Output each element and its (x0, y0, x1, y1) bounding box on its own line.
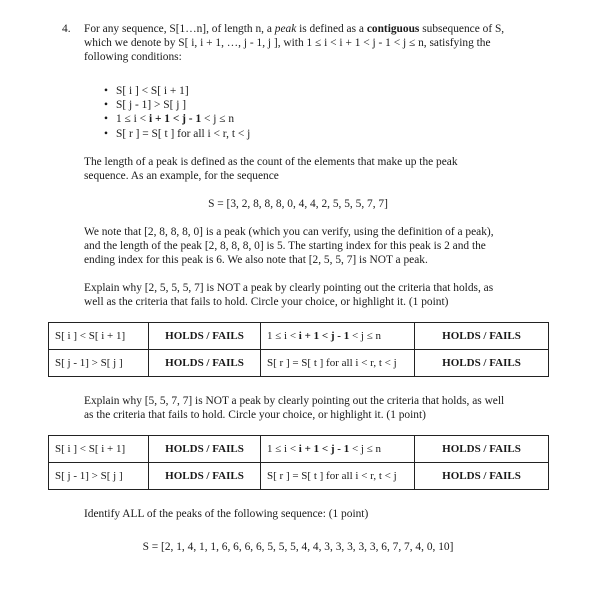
criterion-cell: S[ i ] < S[ i + 1] (49, 323, 149, 350)
identify-question: Identify ALL of the peaks of the following sequence: (1 point) (84, 508, 369, 520)
criterion-cell: S[ j - 1] > S[ j ] (49, 463, 149, 490)
table-row (49, 350, 549, 377)
condition-item: • S[ r ] = S[ t ] for all i < r, t < j (104, 127, 250, 141)
table-row (49, 463, 549, 490)
criteria-table-1 (48, 322, 549, 377)
criterion-cell: 1 ≤ i < i + 1 < j - 1 < j ≤ n (261, 323, 415, 350)
condition-item: • 1 ≤ i < i + 1 < j - 1 < j ≤ n (104, 112, 250, 126)
question-intro (84, 22, 554, 64)
explain-question-1: Explain why [2, 5, 5, 5, 7] is NOT a peak by clearly pointing out the criteria that holds, as well as the criteria that fails to hold. Circle your choice, or highlight it. (1 point) (84, 282, 494, 308)
intro-line-3: following conditions: (84, 51, 182, 63)
holds-fails-choice[interactable]: HOLDS / FAILS (415, 436, 549, 463)
intro-line-2: which we denote by S[ i, i + 1, …, j - 1, j ], with 1 ≤ i < i + 1 < j - 1 < j ≤ n, satisfying the (84, 37, 491, 49)
peak-note: We note that [2, 8, 8, 8, 0] is a peak (which you can verify, using the definition of a peak), and the length of the peak [2, 8, 8, 8, 0] is 5. The starting index for this peak is 2 and the ending index for this peak is 6. We also note that [2, 5, 5, 7] is NOT a peak. (84, 226, 494, 266)
holds-fails-choice[interactable]: HOLDS / FAILS (149, 463, 261, 490)
table-row (49, 436, 549, 463)
holds-fails-choice[interactable]: HOLDS / FAILS (149, 323, 261, 350)
holds-fails-choice[interactable]: HOLDS / FAILS (149, 436, 261, 463)
holds-fails-choice[interactable]: HOLDS / FAILS (149, 350, 261, 377)
criterion-cell: S[ j - 1] > S[ j ] (49, 350, 149, 377)
criteria-table-2 (48, 435, 549, 490)
condition-item: • S[ i ] < S[ i + 1] (104, 84, 250, 98)
intro-line-1: For any sequence, S[1…n], of length n, a peak is defined as a contiguous subsequence of S, (84, 23, 505, 35)
table-row (49, 323, 549, 350)
criterion-cell: S[ r ] = S[ t ] for all i < r, t < j (261, 463, 415, 490)
holds-fails-choice[interactable]: HOLDS / FAILS (415, 350, 549, 377)
example-sequence: S = [3, 2, 8, 8, 8, 0, 4, 4, 2, 5, 5, 5, 7, 7] (208, 198, 388, 210)
criterion-cell: S[ i ] < S[ i + 1] (49, 436, 149, 463)
criterion-cell: S[ r ] = S[ t ] for all i < r, t < j (261, 350, 415, 377)
conditions-list (104, 84, 250, 141)
contiguous-term: contiguous (366, 23, 420, 35)
explain-question-2: Explain why [5, 5, 7, 7] is NOT a peak by clearly pointing out the criteria that holds, as well as the criteria that fails to hold. Circle your choice, or highlight it. (1 point) (84, 395, 505, 421)
criterion-cell: 1 ≤ i < i + 1 < j - 1 < j ≤ n (261, 436, 415, 463)
length-definition: The length of a peak is defined as the count of the elements that make up the peak sequence. As an example, for the sequence (84, 156, 458, 182)
final-sequence: S = [2, 1, 4, 1, 1, 6, 6, 6, 6, 5, 5, 5, 4, 4, 3, 3, 3, 3, 3, 6, 7, 7, 4, 0, 10] (142, 541, 454, 553)
question-number: 4. (62, 23, 71, 35)
holds-fails-choice[interactable]: HOLDS / FAILS (415, 323, 549, 350)
peak-term: peak (274, 23, 297, 35)
condition-item: • S[ j - 1] > S[ j ] (104, 98, 250, 112)
holds-fails-choice[interactable]: HOLDS / FAILS (415, 463, 549, 490)
